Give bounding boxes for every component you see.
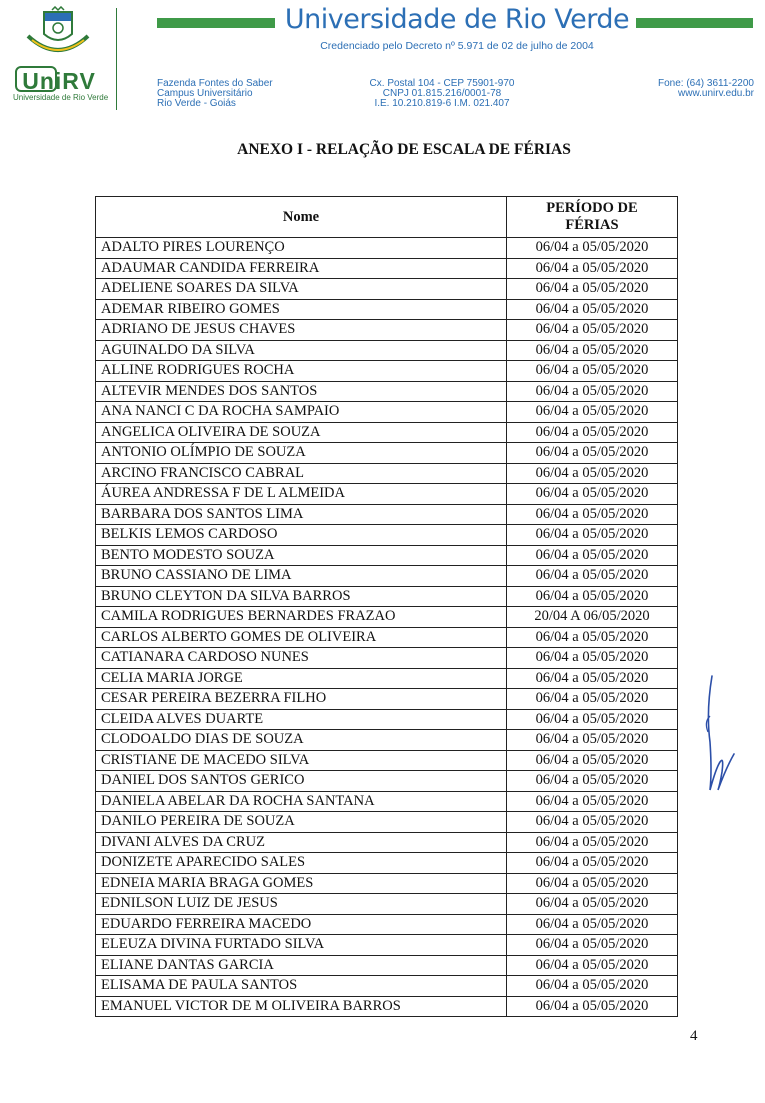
table-row [96,279,678,300]
table-row [96,668,678,689]
employee-name: AGUINALDO DA SILVA [96,340,507,361]
table-row [96,832,678,853]
employee-name: ELISAMA DE PAULA SANTOS [96,976,507,997]
table-row [96,689,678,710]
table-row [96,299,678,320]
employee-name: ÁUREA ANDRESSA F DE L ALMEIDA [96,484,507,505]
vacation-period: 06/04 a 05/05/2020 [507,873,678,894]
employee-name: BRUNO CLEYTON DA SILVA BARROS [96,586,507,607]
table-row [96,627,678,648]
vacation-period: 06/04 a 05/05/2020 [507,586,678,607]
employee-name: CESAR PEREIRA BEZERRA FILHO [96,689,507,710]
logo-subtitle: Universidade de Rio Verde [13,93,109,102]
vacation-period: 06/04 a 05/05/2020 [507,648,678,669]
employee-name: CLODOALDO DIAS DE SOUZA [96,730,507,751]
vacation-period: 06/04 a 05/05/2020 [507,914,678,935]
decree-text: Credenciado pelo Decreto nº 5.971 de 02 de julho de 2004 [320,40,594,52]
employee-name: ADAUMAR CANDIDA FERREIRA [96,258,507,279]
table-row [96,238,678,259]
table-row [96,873,678,894]
vacation-period: 06/04 a 05/05/2020 [507,402,678,423]
address-right [600,79,754,99]
employee-name: ALTEVIR MENDES DOS SANTOS [96,381,507,402]
employee-name: BARBARA DOS SANTOS LIMA [96,504,507,525]
employee-name: DANIEL DOS SANTOS GERICO [96,771,507,792]
website: www.unirv.edu.br [678,88,754,99]
vacation-period: 06/04 a 05/05/2020 [507,545,678,566]
vacation-period: 06/04 a 05/05/2020 [507,627,678,648]
employee-name: DONIZETE APARECIDO SALES [96,853,507,874]
table-row [96,648,678,669]
employee-name: EMANUEL VICTOR DE M OLIVEIRA BARROS [96,996,507,1017]
address-line: Rio Verde - Goiás [157,98,236,109]
table-row [96,586,678,607]
header-period-label: PERÍODO DE FÉRIAS [546,200,638,233]
table-row [96,320,678,341]
vacation-period: 06/04 a 05/05/2020 [507,299,678,320]
header-bar-left [157,18,275,28]
table-row [96,853,678,874]
vacation-period: 06/04 a 05/05/2020 [507,791,678,812]
employee-name: EDNEIA MARIA BRAGA GOMES [96,873,507,894]
table-row [96,484,678,505]
employee-name: ANA NANCI C DA ROCHA SAMPAIO [96,402,507,423]
vacation-period: 06/04 a 05/05/2020 [507,976,678,997]
vacation-period: 06/04 a 05/05/2020 [507,955,678,976]
vacation-period: 06/04 a 05/05/2020 [507,484,678,505]
employee-name: BELKIS LEMOS CARDOSO [96,525,507,546]
employee-name: CARLOS ALBERTO GOMES DE OLIVEIRA [96,627,507,648]
vacation-period: 06/04 a 05/05/2020 [507,771,678,792]
table-row [96,791,678,812]
header-divider [116,8,117,110]
table-row [96,709,678,730]
employee-name: ANGELICA OLIVEIRA DE SOUZA [96,422,507,443]
table-row [96,750,678,771]
table-row [96,361,678,382]
employee-name: DANILO PEREIRA DE SOUZA [96,812,507,833]
vacation-period: 06/04 a 05/05/2020 [507,709,678,730]
address-line: I.E. 10.210.819-6 I.M. 021.407 [374,98,510,109]
table-row [96,525,678,546]
address-line: Campus Universitário [157,88,253,99]
table-row [96,258,678,279]
vacation-period: 06/04 a 05/05/2020 [507,525,678,546]
employee-name: BRUNO CASSIANO DE LIMA [96,566,507,587]
vacation-period: 06/04 a 05/05/2020 [507,894,678,915]
table-row [96,504,678,525]
unirv-logo [13,66,109,102]
table-row [96,771,678,792]
address-line: Fazenda Fontes do Saber [157,78,273,89]
table-row [96,996,678,1017]
table-row [96,730,678,751]
table-row [96,607,678,628]
vacation-period: 06/04 a 05/05/2020 [507,853,678,874]
table-row [96,914,678,935]
vacation-period: 06/04 a 05/05/2020 [507,238,678,259]
vacation-period: 06/04 a 05/05/2020 [507,340,678,361]
table-row [96,340,678,361]
employee-name: EDUARDO FERREIRA MACEDO [96,914,507,935]
university-name: Universidade de Rio Verde [284,4,630,35]
table-row [96,566,678,587]
table-row [96,976,678,997]
vacation-period: 06/04 a 05/05/2020 [507,668,678,689]
employee-name: CELIA MARIA JORGE [96,668,507,689]
employee-name: EDNILSON LUIZ DE JESUS [96,894,507,915]
vacation-period: 06/04 a 05/05/2020 [507,463,678,484]
university-seal-icon [22,6,94,60]
vacation-period: 06/04 a 05/05/2020 [507,381,678,402]
employee-name: ALLINE RODRIGUES ROCHA [96,361,507,382]
employee-name: ELEUZA DIVINA FURTADO SILVA [96,935,507,956]
vacation-period: 20/04 A 06/05/2020 [507,607,678,628]
table-row [96,935,678,956]
vacation-period: 06/04 a 05/05/2020 [507,750,678,771]
vacation-period: 06/04 a 05/05/2020 [507,730,678,751]
vacation-period: 06/04 a 05/05/2020 [507,422,678,443]
employee-name: ADEMAR RIBEIRO GOMES [96,299,507,320]
table-row [96,422,678,443]
vacation-period: 06/04 a 05/05/2020 [507,361,678,382]
table-row [96,812,678,833]
vacation-period: 06/04 a 05/05/2020 [507,443,678,464]
table-body [96,238,678,1017]
vacation-period: 06/04 a 05/05/2020 [507,832,678,853]
employee-name: DANIELA ABELAR DA ROCHA SANTANA [96,791,507,812]
vacation-period: 06/04 a 05/05/2020 [507,320,678,341]
address-left [157,79,273,109]
employee-name: ANTONIO OLÍMPIO DE SOUZA [96,443,507,464]
header-period [507,197,678,238]
employee-name: ADALTO PIRES LOURENÇO [96,238,507,259]
employee-name: CATIANARA CARDOSO NUNES [96,648,507,669]
employee-name: BENTO MODESTO SOUZA [96,545,507,566]
table-row [96,955,678,976]
vacation-table [95,196,678,1017]
table-row [96,545,678,566]
address-line: CNPJ 01.815.216/0001-78 [382,88,502,99]
vacation-period: 06/04 a 05/05/2020 [507,812,678,833]
vacation-period: 06/04 a 05/05/2020 [507,689,678,710]
employee-name: DIVANI ALVES DA CRUZ [96,832,507,853]
employee-name: ADRIANO DE JESUS CHAVES [96,320,507,341]
logo-text: UniRV [22,68,96,94]
employee-name: CLEIDA ALVES DUARTE [96,709,507,730]
address-middle [362,79,522,109]
phone: Fone: (64) 3611-2200 [658,78,754,89]
document-title: ANEXO I - RELAÇÃO DE ESCALA DE FÉRIAS [237,141,571,158]
table-row [96,402,678,423]
handwritten-signature-icon [700,672,740,800]
header-name: Nome [96,197,507,238]
employee-name: ARCINO FRANCISCO CABRAL [96,463,507,484]
address-line: Cx. Postal 104 - CEP 75901-970 [369,78,515,89]
employee-name: ADELIENE SOARES DA SILVA [96,279,507,300]
table-row [96,443,678,464]
vacation-period: 06/04 a 05/05/2020 [507,279,678,300]
page-number: 4 [690,1028,698,1044]
vacation-period: 06/04 a 05/05/2020 [507,258,678,279]
table-row [96,463,678,484]
table-row [96,894,678,915]
header-bar-right [636,18,753,28]
employee-name: CAMILA RODRIGUES BERNARDES FRAZAO [96,607,507,628]
table-header-row [96,197,678,238]
vacation-period: 06/04 a 05/05/2020 [507,566,678,587]
vacation-period: 06/04 a 05/05/2020 [507,996,678,1017]
vacation-period: 06/04 a 05/05/2020 [507,935,678,956]
employee-name: CRISTIANE DE MACEDO SILVA [96,750,507,771]
employee-name: ELIANE DANTAS GARCIA [96,955,507,976]
table-row [96,381,678,402]
vacation-period: 06/04 a 05/05/2020 [507,504,678,525]
